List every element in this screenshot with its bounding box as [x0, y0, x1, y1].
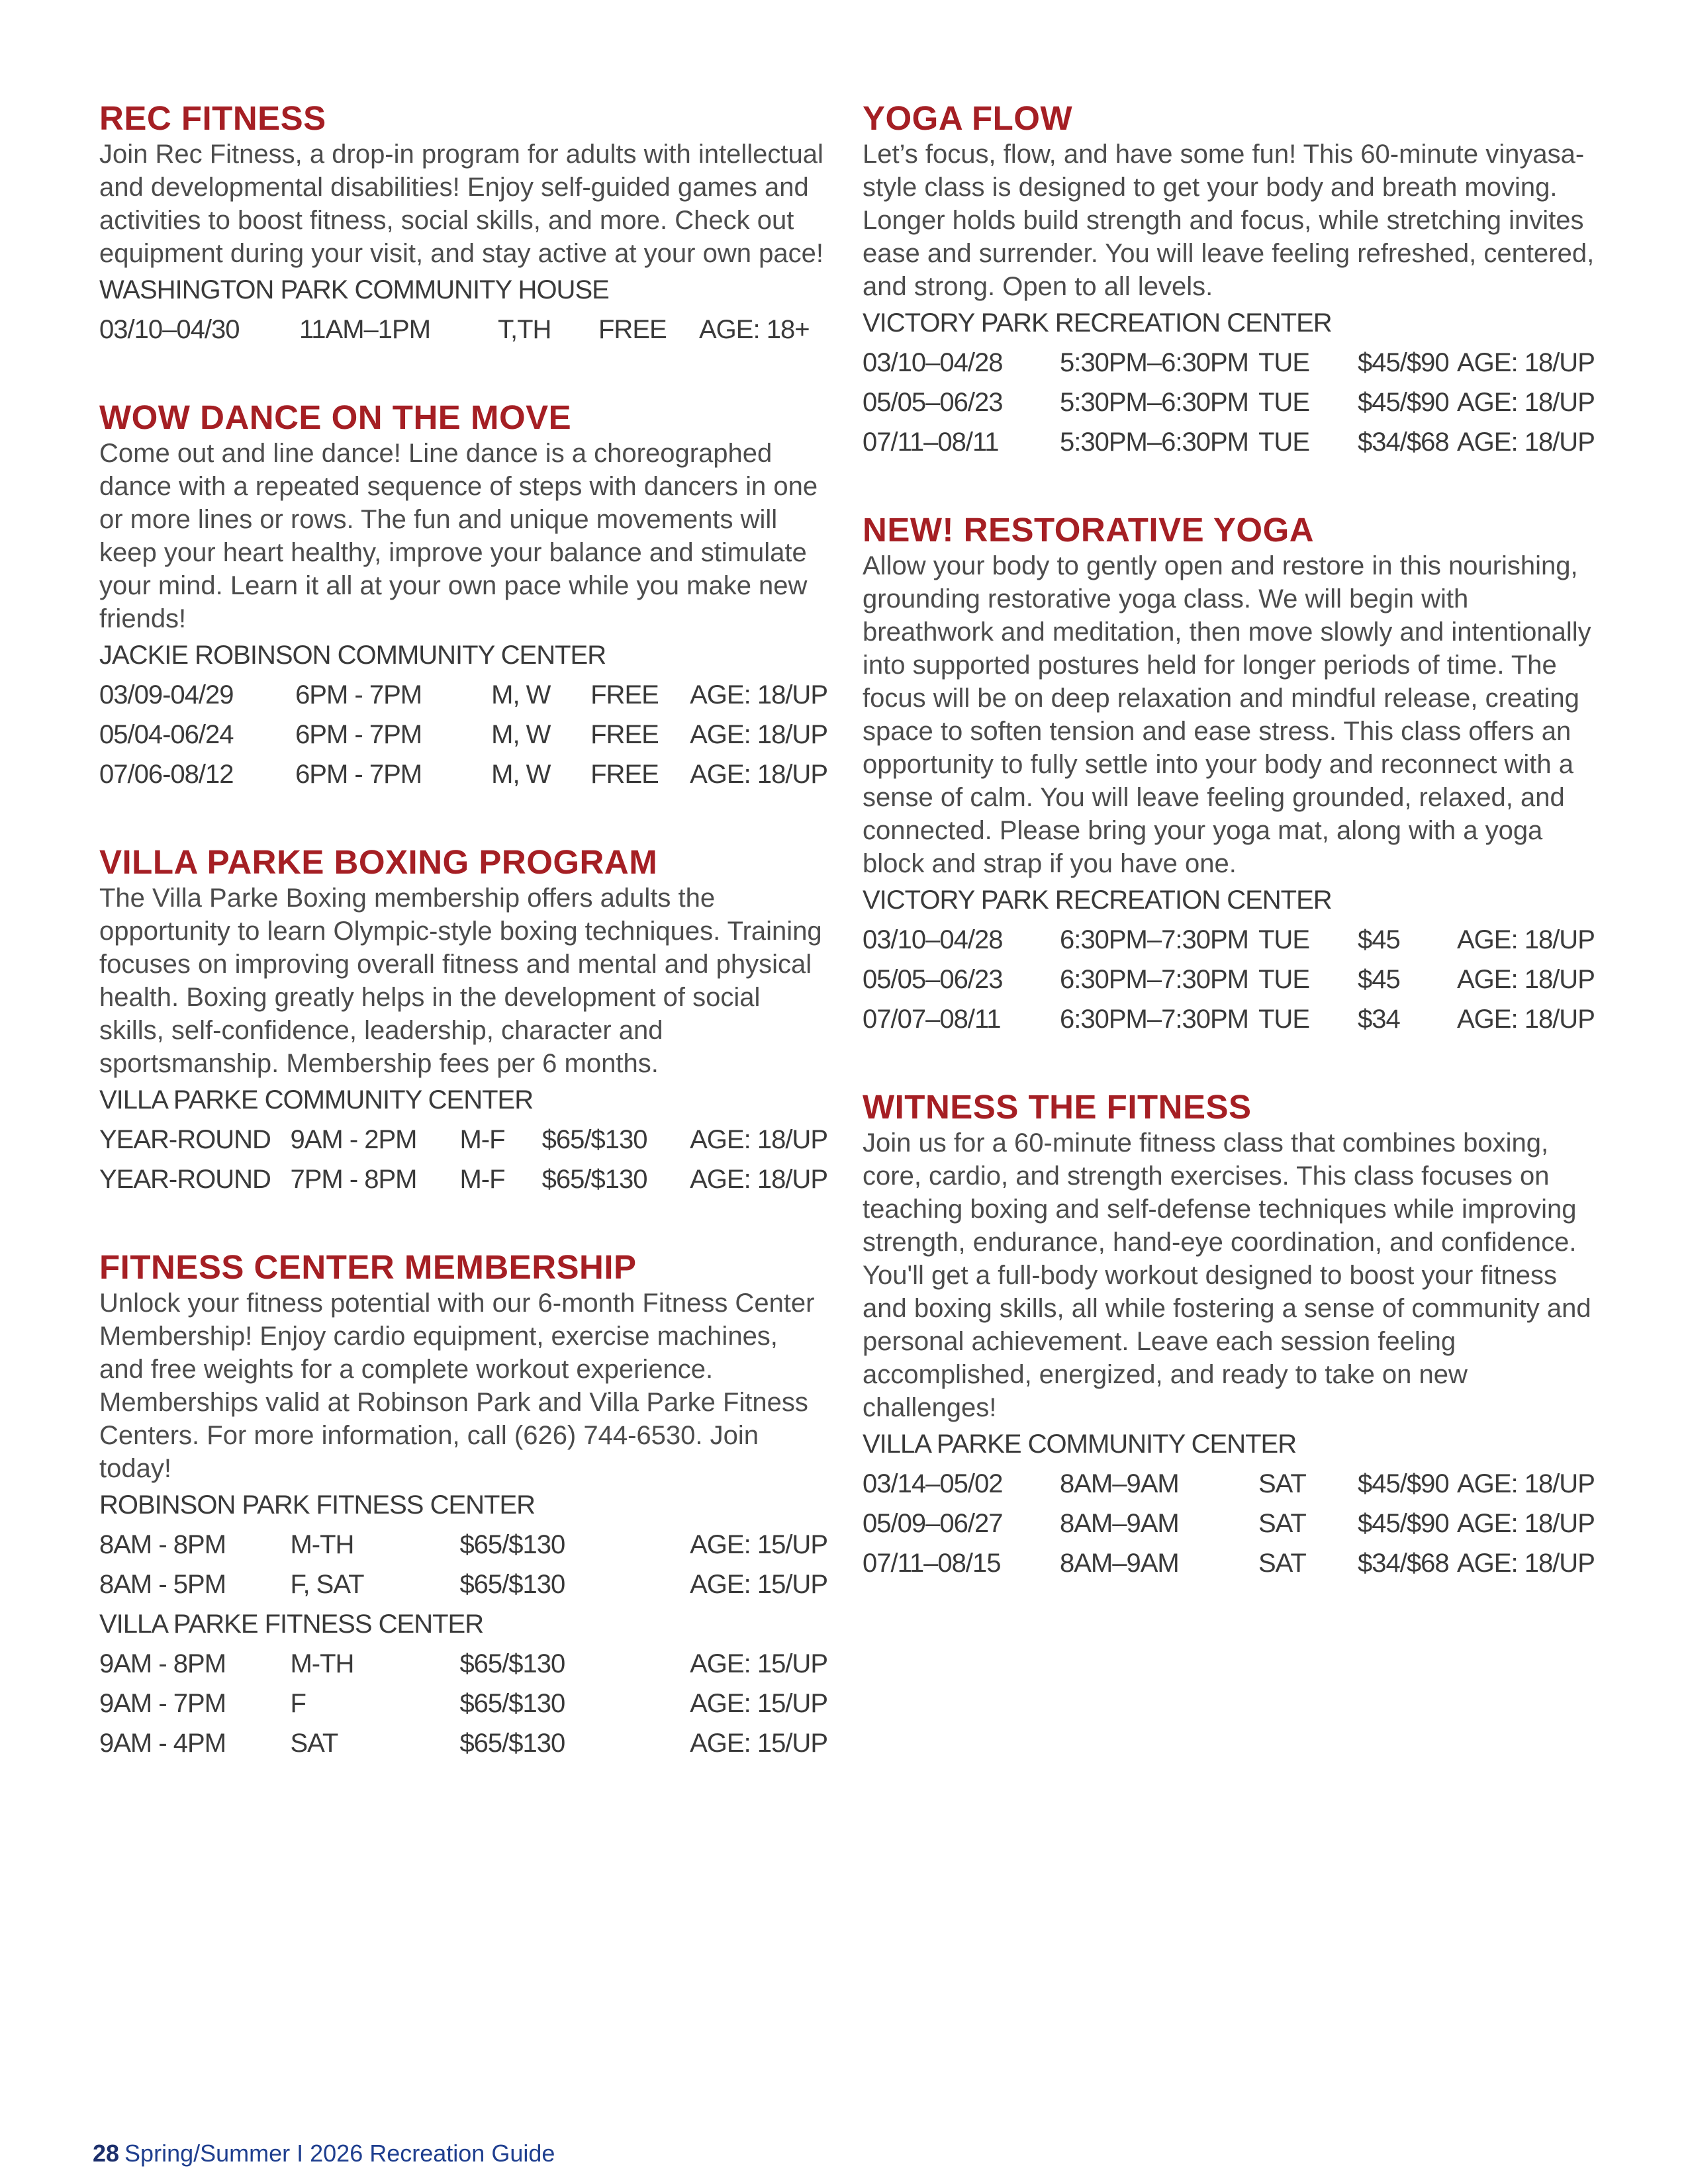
schedule-days: TUE [1258, 428, 1309, 457]
program-location: VICTORY PARK RECREATION CENTER [863, 886, 1332, 915]
right-column [863, 99, 1597, 1632]
schedule-days: TUE [1258, 388, 1309, 417]
schedule-fee: FREE [598, 315, 667, 344]
program-restorative-yoga [863, 511, 1597, 1039]
schedule-time: 9AM - 7PM [99, 1689, 226, 1718]
schedule-fee: $65/$130 [459, 1570, 565, 1599]
schedule-age: AGE: 18/UP [1457, 1469, 1595, 1498]
schedule-row [863, 422, 1597, 462]
schedule-dates: 07/11–08/15 [863, 1549, 1001, 1578]
schedule-days: SAT [290, 1729, 338, 1758]
schedule-days: M-TH [290, 1649, 354, 1678]
schedule-days: M-F [459, 1165, 505, 1194]
schedule-fee: $45/$90 [1358, 388, 1449, 417]
schedule-time: 6PM - 7PM [295, 720, 422, 749]
schedule-row [99, 1644, 827, 1684]
schedule-row [863, 1543, 1597, 1583]
schedule-fee: $65/$130 [541, 1125, 647, 1154]
schedule-time: 6:30PM–7:30PM [1060, 1005, 1248, 1034]
schedule-dates: 07/06-08/12 [99, 760, 234, 789]
schedule-time: 5:30PM–6:30PM [1060, 388, 1248, 417]
schedule-time: 7PM - 8PM [290, 1165, 417, 1194]
program-witness-the-fitness [863, 1088, 1597, 1583]
schedule-fee: $45 [1358, 925, 1400, 954]
schedule-row [863, 999, 1597, 1039]
schedule-row [99, 754, 827, 794]
schedule-row [99, 1160, 827, 1199]
schedule-row [863, 960, 1597, 999]
page-number: 28 [93, 2140, 120, 2167]
schedule-fee: $65/$130 [459, 1729, 565, 1758]
schedule-time: 9AM - 2PM [290, 1125, 417, 1154]
schedule-row [99, 675, 827, 715]
program-description: Unlock your fitness potential with our 6-month Fitness Center Membership! Enjoy cardio equipment, exercise machines, and free weights for a complete workout experience. Memberships valid at Robinson Park and Villa Parke Fitness Centers. For more information, call (626) 744-6530. Join today! [99, 1289, 815, 1483]
schedule-time: 6:30PM–7:30PM [1060, 925, 1248, 954]
schedule-days: F, SAT [290, 1570, 364, 1599]
program-yoga-flow [863, 99, 1597, 462]
schedule-dates: 07/11–08/11 [863, 428, 999, 457]
schedule-fee: $45/$90 [1358, 1509, 1449, 1538]
schedule-fee: $45/$90 [1358, 1469, 1449, 1498]
schedule-fee: $34/$68 [1358, 428, 1449, 457]
schedule-fee: $65/$130 [541, 1165, 647, 1194]
schedule-days: M, W [491, 680, 551, 709]
program-rec-fitness [99, 99, 827, 349]
program-title: FITNESS CENTER MEMBERSHIP [99, 1248, 637, 1286]
schedule-time: 6:30PM–7:30PM [1060, 965, 1248, 994]
schedule-dates: 05/09–06/27 [863, 1509, 1003, 1538]
program-location: WASHINGTON PARK COMMUNITY HOUSE [99, 275, 609, 304]
program-description: Join us for a 60-minute fitness class that combines boxing, core, cardio, and strength exercises. This class focuses on teaching boxing and self-defense techniques while improving strength, endurance, hand-eye coordination, and confidence. You'll get a full-body workout designed to boost your fitness and boxing skills, all while fostering a sense of community and personal achievement. Leave each session feeling accomplished, energized, and ready to take on new challenges! [863, 1128, 1591, 1422]
schedule-age: AGE: 18/UP [1457, 1509, 1595, 1538]
schedule-days: TUE [1258, 965, 1309, 994]
schedule-row [863, 343, 1597, 383]
schedule-age: AGE: 18/UP [690, 1165, 827, 1194]
schedule-days: TUE [1258, 925, 1309, 954]
schedule-row [99, 1565, 827, 1604]
schedule-time: 8AM - 5PM [99, 1570, 226, 1599]
schedule-age: AGE: 18/UP [690, 1125, 827, 1154]
schedule-age: AGE: 18/UP [1457, 1549, 1595, 1578]
program-title: WITNESS THE FITNESS [863, 1088, 1252, 1126]
schedule-dates: 03/14–05/02 [863, 1469, 1003, 1498]
schedule-time: 8AM–9AM [1060, 1509, 1179, 1538]
schedule-fee: $65/$130 [459, 1649, 565, 1678]
schedule-time: 5:30PM–6:30PM [1060, 348, 1248, 377]
schedule-time: 8AM–9AM [1060, 1469, 1179, 1498]
schedule-age: AGE: 18/UP [690, 720, 827, 749]
schedule-row [99, 1120, 827, 1160]
schedule-age: AGE: 18/UP [690, 760, 827, 789]
schedule-days: M, W [491, 760, 551, 789]
schedule-age: AGE: 15/UP [690, 1570, 827, 1599]
schedule-row [99, 1723, 827, 1763]
schedule-dates: 05/05–06/23 [863, 965, 1003, 994]
program-villa-parke-boxing [99, 843, 827, 1199]
schedule-row [99, 1525, 827, 1565]
schedule-days: M-F [459, 1125, 505, 1154]
schedule-time: 8AM - 8PM [99, 1530, 226, 1559]
schedule-age: AGE: 18/UP [1457, 428, 1595, 457]
schedule-row [863, 1504, 1597, 1543]
schedule-dates: 05/05–06/23 [863, 388, 1003, 417]
page-footer [93, 2139, 555, 2168]
schedule-dates: 03/09-04/29 [99, 680, 234, 709]
schedule-row [863, 1464, 1597, 1504]
left-column [99, 99, 827, 1812]
program-description: Join Rec Fitness, a drop-in program for adults with intellectual and developmental disabilities! Enjoy self-guided games and activities to boost fitness, social skills, and more. Check out equipment during your visit, and stay active at your own pace! [99, 140, 823, 268]
schedule-dates: 07/07–08/11 [863, 1005, 1001, 1034]
schedule-row [863, 920, 1597, 960]
schedule-time: 8AM–9AM [1060, 1549, 1179, 1578]
program-description: The Villa Parke Boxing membership offers adults the opportunity to learn Olympic-style boxing techniques. Training focuses on improving overall fitness and mental and physical health. Boxing greatly helps in the development of social skills, self-confidence, leadership, character and sportsmanship. Membership fees per 6 months. [99, 884, 822, 1078]
program-location: VILLA PARKE COMMUNITY CENTER [99, 1085, 534, 1115]
schedule-time: 6PM - 7PM [295, 760, 422, 789]
schedule-days: M, W [491, 720, 551, 749]
schedule-fee: $65/$130 [459, 1689, 565, 1718]
schedule-dates: 03/10–04/30 [99, 315, 240, 344]
program-title: WOW DANCE ON THE MOVE [99, 398, 572, 436]
schedule-fee: FREE [590, 720, 659, 749]
schedule-row [99, 310, 827, 349]
program-title: YOGA FLOW [863, 99, 1073, 137]
schedule-row [863, 383, 1597, 422]
schedule-fee: FREE [590, 760, 659, 789]
program-title: VILLA PARKE BOXING PROGRAM [99, 843, 658, 881]
program-location: ROBINSON PARK FITNESS CENTER [99, 1490, 536, 1520]
schedule-age: AGE: 18+ [699, 315, 810, 344]
schedule-age: AGE: 18/UP [1457, 1005, 1595, 1034]
program-location: VILLA PARKE FITNESS CENTER [99, 1610, 484, 1639]
schedule-fee: $34 [1358, 1005, 1400, 1034]
schedule-fee: FREE [590, 680, 659, 709]
schedule-time: 6PM - 7PM [295, 680, 422, 709]
schedule-days: F [290, 1689, 306, 1718]
program-location: VILLA PARKE COMMUNITY CENTER [863, 1430, 1297, 1459]
program-fitness-center-membership [99, 1248, 827, 1763]
schedule-days: TUE [1258, 1005, 1309, 1034]
program-title: NEW! RESTORATIVE YOGA [863, 511, 1315, 549]
schedule-days: SAT [1258, 1549, 1306, 1578]
program-description: Let’s focus, flow, and have some fun! This 60-minute vinyasa-style class is designed to get your body and breath moving. Longer holds build strength and focus, while stretching invites ease and surrender. You will leave feeling refreshed, centered, and strong. Open to all levels. [863, 140, 1595, 301]
schedule-dates: YEAR-ROUND [99, 1165, 271, 1194]
schedule-age: AGE: 18/UP [1457, 965, 1595, 994]
schedule-age: AGE: 15/UP [690, 1649, 827, 1678]
schedule-age: AGE: 18/UP [1457, 348, 1595, 377]
schedule-dates: 03/10–04/28 [863, 925, 1003, 954]
schedule-days: M-TH [290, 1530, 354, 1559]
schedule-days: T,TH [498, 315, 551, 344]
schedule-time: 5:30PM–6:30PM [1060, 428, 1248, 457]
schedule-time: 9AM - 8PM [99, 1649, 226, 1678]
schedule-time: 11AM–1PM [299, 315, 431, 344]
schedule-days: SAT [1258, 1469, 1306, 1498]
program-description: Come out and line dance! Line dance is a choreographed dance with a repeated sequence of steps with dancers in one or more lines or rows. The fun and unique movements will keep your heart healthy, improve your balance and stimulate your mind. Learn it all at your own pace while you make new friends! [99, 439, 818, 633]
schedule-age: AGE: 15/UP [690, 1530, 827, 1559]
schedule-time: 9AM - 4PM [99, 1729, 226, 1758]
schedule-age: AGE: 18/UP [1457, 388, 1595, 417]
schedule-fee: $34/$68 [1358, 1549, 1449, 1578]
schedule-dates: YEAR-ROUND [99, 1125, 271, 1154]
program-description: Allow your body to gently open and restore in this nourishing, grounding restorative yoga class. We will begin with breathwork and meditation, then move slowly and intentionally into supported postures held for longer periods of time. The focus will be on deep relaxation and mindful release, creating space to soften tension and ease stress. This class offers an opportunity to fully settle into your body and reconnect with a sense of calm. You will leave feeling grounded, relaxed, and connected. Please bring your yoga mat, along with a yoga block and strap if you have one. [863, 551, 1591, 878]
schedule-age: AGE: 18/UP [1457, 925, 1595, 954]
program-location: JACKIE ROBINSON COMMUNITY CENTER [99, 641, 606, 670]
schedule-dates: 05/04-06/24 [99, 720, 234, 749]
schedule-age: AGE: 15/UP [690, 1689, 827, 1718]
schedule-days: TUE [1258, 348, 1309, 377]
schedule-dates: 03/10–04/28 [863, 348, 1003, 377]
schedule-days: SAT [1258, 1509, 1306, 1538]
guide-title: Spring/Summer I 2026 Recreation Guide [124, 2140, 555, 2167]
program-title: REC FITNESS [99, 99, 326, 137]
schedule-fee: $65/$130 [459, 1530, 565, 1559]
schedule-age: AGE: 18/UP [690, 680, 827, 709]
schedule-fee: $45 [1358, 965, 1400, 994]
schedule-age: AGE: 15/UP [690, 1729, 827, 1758]
schedule-fee: $45/$90 [1358, 348, 1449, 377]
schedule-row [99, 715, 827, 754]
schedule-row [99, 1684, 827, 1723]
program-wow-dance [99, 398, 827, 794]
program-location: VICTORY PARK RECREATION CENTER [863, 308, 1332, 338]
